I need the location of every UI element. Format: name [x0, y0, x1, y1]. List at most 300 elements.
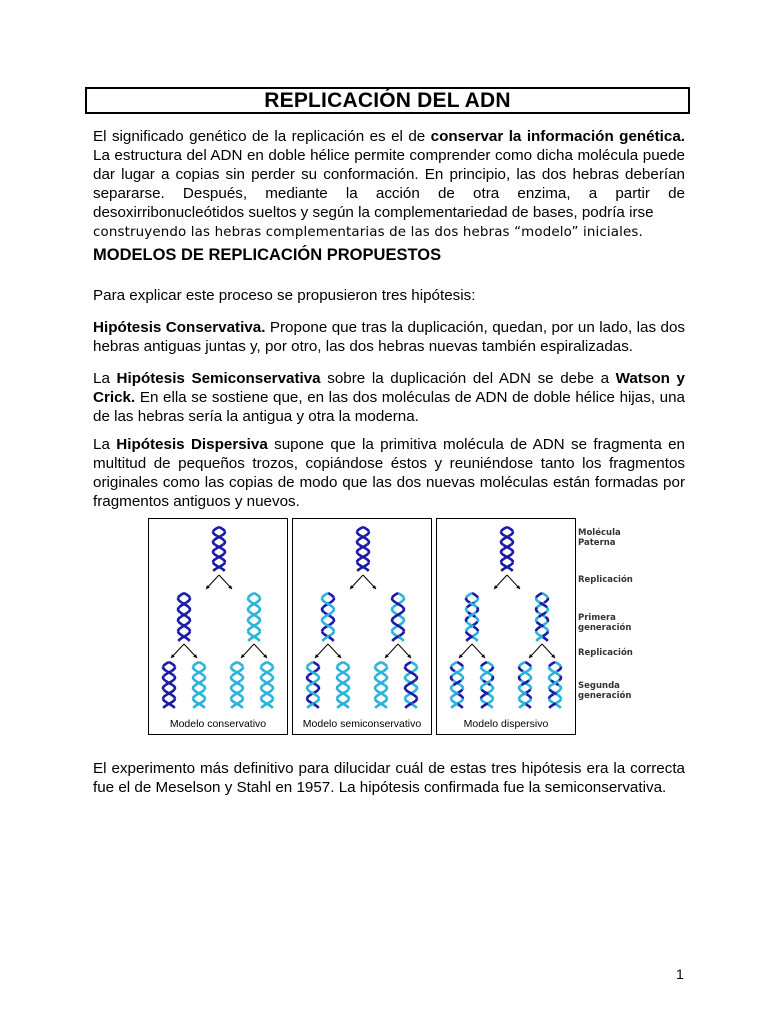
gen1-helix-right-strand-a	[392, 607, 394, 612]
gen2-helix-2-strand-a	[337, 699, 342, 704]
gen1-helix-left-strand-b	[322, 636, 328, 641]
gen2-helix-2-strand-a	[193, 694, 197, 699]
gen1-helix-right-strand-b	[399, 627, 403, 632]
gen2-helix-4-strand-a	[411, 662, 417, 667]
gen1-helix-right-strand-a	[536, 627, 540, 632]
semiconservative-paragraph	[93, 369, 685, 426]
gen1-helix-right-strand-b	[399, 631, 404, 636]
gen2-helix-4-strand-b	[412, 699, 417, 704]
gen1-helix-right-strand-b	[536, 598, 540, 603]
gen2-helix-3-strand-a	[239, 667, 243, 672]
parent-helix-strand-b	[213, 531, 217, 535]
gen2-helix-2-strand-b	[193, 667, 197, 672]
gen2-helix-2-strand-b	[337, 662, 343, 667]
gen1-helix-right-strand-b	[543, 627, 547, 632]
gen1-helix-left-strand-a	[184, 593, 190, 598]
gen2-helix-4-strand-b	[549, 703, 555, 708]
semiconservative-mid: sobre la duplicación del ADN se debe a	[320, 370, 616, 387]
gen2-helix-1-strand-a	[313, 662, 319, 667]
gen1-helix-right-strand-b	[536, 636, 542, 641]
parent-helix-strand-a	[501, 540, 503, 544]
gen2-helix-2-strand-b	[203, 676, 205, 681]
gen2-helix-4	[405, 662, 417, 708]
gen1-helix-left-strand-a	[178, 631, 183, 636]
panel-caption-dispersive: Modelo dispersivo	[463, 718, 549, 730]
gen2-helix-2-strand-a	[481, 699, 486, 704]
gen2-helix-2-strand-b	[344, 699, 349, 704]
gen2-helix-2	[193, 662, 205, 708]
gen2-helix-4-strand-a	[267, 662, 273, 667]
gen2-helix-4-strand-b	[549, 667, 553, 672]
parent-helix-strand-a	[357, 540, 359, 544]
panel-caption-semiconservative: Modelo semiconservativo	[302, 718, 422, 730]
parent-helix	[357, 527, 369, 571]
parent-helix-strand-b	[220, 562, 225, 566]
semiconservative-diagram	[293, 519, 433, 736]
gen1-helix-right-strand-a	[398, 593, 404, 598]
gen1-helix-left-strand-b	[329, 631, 334, 636]
gen1-helix-right-strand-b	[255, 631, 260, 636]
gen2-helix-1-strand-a	[451, 676, 453, 681]
conservative-text: Propone que tras la duplicación, quedan, por un lado, las dos hebras antiguas juntas y, por otro, las dos hebras nuevas también espiralizadas.	[93, 319, 685, 355]
parent-helix-strand-b	[364, 562, 369, 566]
gen2-helix-1-strand-b	[307, 662, 313, 667]
conservative-paragraph	[93, 318, 685, 356]
gen1-helix-left-strand-a	[476, 617, 478, 622]
gen2-helix-3-strand-b	[519, 667, 523, 672]
gen2-helix-3-strand-b	[375, 667, 379, 672]
gen2-helix-3-strand-b	[519, 703, 525, 708]
gen2-helix-3-strand-b	[529, 676, 531, 681]
gen2-helix-3-strand-b	[231, 703, 237, 708]
gen2-helix-3-strand-a	[519, 694, 523, 699]
gen2-helix-1-strand-b	[314, 699, 319, 704]
gen2-helix-4-strand-b	[549, 662, 555, 667]
gen2-helix-4-strand-a	[261, 694, 265, 699]
gen1-helix-right-strand-a	[536, 631, 541, 636]
gen2-helix-3-strand-a	[237, 662, 243, 667]
gen2-helix-2-strand-b	[193, 662, 199, 667]
legend-parent: Molécula Paterna	[578, 528, 621, 548]
gen1-helix-right-strand-b	[392, 593, 398, 598]
gen2-helix-3-strand-b	[375, 703, 381, 708]
panel-caption-conservative: Modelo conservativo	[169, 718, 267, 730]
gen2-helix-2-strand-b	[481, 662, 487, 667]
gen1-helix-left-strand-a	[178, 607, 180, 612]
gen1-helix-left-strand-b	[466, 617, 468, 622]
gen2-helix-4-strand-b	[261, 703, 267, 708]
panel-conservative	[148, 518, 288, 735]
gen2-helix-4-strand-a	[555, 662, 561, 667]
gen2-helix-1-strand-b	[170, 699, 175, 704]
gen2-helix-1-strand-a	[169, 662, 175, 667]
gen2-helix-2-strand-a	[201, 667, 205, 672]
gen1-helix-right-strand-a	[248, 631, 253, 636]
semiconservative-heading: Hipótesis Semiconservativa	[116, 370, 321, 387]
parent-helix-strand-a	[357, 562, 362, 566]
gen1-helix-right-strand-a	[254, 593, 260, 598]
gen2-helix-4-strand-b	[271, 676, 273, 681]
gen2-helix-4-strand-b	[415, 676, 417, 681]
gen1-helix-left	[466, 593, 478, 641]
dispersive-pre: La	[93, 436, 117, 453]
gen2-helix-1-strand-b	[458, 694, 462, 699]
gen2-helix-2	[337, 662, 349, 708]
legend-first-gen: Primera generación	[578, 613, 632, 633]
gen2-helix-4-strand-a	[557, 667, 561, 672]
gen2-helix-4-strand-a	[405, 694, 409, 699]
parent-helix-strand-b	[511, 540, 513, 544]
gen2-helix-3-strand-a	[519, 699, 524, 704]
gen1-helix-right-strand-b	[392, 636, 398, 641]
gen2-helix-1-strand-a	[451, 699, 456, 704]
intro-last-line: construyendo las hebras complementarias de las dos hebras “modelo” iniciales.	[93, 225, 643, 240]
gen1-helix-right-strand-b	[402, 607, 404, 612]
gen1-helix-left-strand-a	[466, 627, 470, 632]
parent-helix	[501, 527, 513, 571]
gen2-helix-1-strand-a	[307, 699, 312, 704]
parent-helix-strand-b	[357, 531, 361, 535]
gen2-helix-4-strand-b	[556, 699, 561, 704]
gen2-helix-4-strand-a	[413, 667, 417, 672]
gen2-helix-2-strand-b	[200, 699, 205, 704]
gen2-helix-3-strand-b	[526, 699, 531, 704]
gen2-helix-1-strand-a	[163, 699, 168, 704]
gen1-helix-left-strand-b	[332, 607, 334, 612]
gen2-helix-4-strand-b	[268, 699, 273, 704]
intro-paragraph	[93, 127, 685, 242]
gen2-helix-4-strand-b	[268, 694, 272, 699]
gen2-helix-3	[231, 662, 243, 708]
gen2-helix-4	[261, 662, 273, 708]
gen2-helix-1-strand-b	[173, 676, 175, 681]
parent-helix-strand-a	[363, 527, 369, 531]
gen2-helix-3-strand-a	[527, 667, 531, 672]
gen2-helix-2-strand-a	[481, 676, 483, 681]
gen1-helix-left-strand-a	[322, 627, 326, 632]
gen2-helix-3	[375, 662, 387, 708]
gen2-helix-3-strand-b	[526, 694, 530, 699]
gen2-helix-2-strand-a	[193, 676, 195, 681]
gen1-helix-left-strand-a	[186, 598, 190, 603]
gen2-helix-1-strand-a	[451, 694, 455, 699]
gen1-helix-left-strand-b	[185, 631, 190, 636]
gen1-helix-right	[248, 593, 260, 641]
gen2-helix-1-strand-b	[307, 703, 313, 708]
gen2-helix-3-strand-b	[241, 676, 243, 681]
gen1-helix-right-strand-b	[543, 631, 548, 636]
parent-helix-strand-a	[365, 531, 369, 535]
gen2-helix-1-strand-b	[314, 694, 318, 699]
gen2-helix-4-strand-b	[261, 662, 267, 667]
gen1-helix-right-strand-b	[248, 593, 254, 598]
gen1-helix-right	[536, 593, 548, 641]
parent-helix-strand-a	[501, 558, 505, 562]
gen2-helix-2-strand-b	[337, 703, 343, 708]
gen2-helix-3-strand-a	[383, 667, 387, 672]
gen2-helix-2-strand-b	[481, 667, 485, 672]
gen2-helix-3-strand-a	[525, 662, 531, 667]
gen1-helix-left-strand-b	[178, 617, 180, 622]
gen2-helix-2-strand-b	[193, 703, 199, 708]
semiconservative-text: En ella se sostiene que, en las dos moléculas de ADN de doble hélice hijas, una de las hebras sería la antigua y otra la moderna.	[93, 389, 685, 425]
gen1-helix-right-strand-b	[536, 593, 542, 598]
gen2-helix-2-strand-b	[488, 694, 492, 699]
semiconservative-pre: La	[93, 370, 117, 387]
parent-helix-strand-b	[223, 540, 225, 544]
dispersive-text: supone que la primitiva molécula de ADN se fragmenta en multitud de pequeños trozos, copiándose éstos y reuniéndose tanto los fragmentos originales como las copias de modo que las dos nuevas moléculas están formadas por fragmentos antiguos y nuevos.	[93, 436, 686, 510]
dispersive-diagram	[437, 519, 577, 736]
gen2-helix-4-strand-b	[261, 667, 265, 672]
gen2-helix-4-strand-b	[405, 662, 411, 667]
gen2-helix-1-strand-b	[451, 703, 457, 708]
gen2-helix-1	[163, 662, 175, 708]
gen2-helix-3-strand-b	[231, 667, 235, 672]
gen1-helix-right-strand-a	[544, 598, 548, 603]
parent-helix-strand-b	[213, 567, 219, 571]
gen2-helix-1-strand-a	[307, 676, 309, 681]
conservative-heading: Hipótesis Conservativa.	[93, 319, 266, 336]
parent-helix-strand-b	[508, 562, 513, 566]
parent-helix	[213, 527, 225, 571]
parent-helix-strand-b	[367, 540, 369, 544]
gen2-helix-4-strand-b	[412, 694, 416, 699]
gen2-helix-2-strand-a	[481, 694, 485, 699]
gen1-helix-left-strand-b	[466, 593, 472, 598]
gen2-helix-2-strand-b	[488, 699, 493, 704]
intro-bold: conservar la información genética.	[430, 128, 685, 145]
gen1-helix-right	[392, 593, 404, 641]
gen2-helix-2-strand-a	[337, 676, 339, 681]
parent-helix-strand-b	[357, 567, 363, 571]
gen1-helix-left-strand-b	[178, 593, 184, 598]
gen2-helix-4	[549, 662, 561, 708]
gen2-helix-3-strand-a	[231, 699, 236, 704]
gen2-helix-2-strand-b	[347, 676, 349, 681]
gen1-helix-right-strand-a	[392, 631, 397, 636]
gen1-helix-left-strand-b	[473, 627, 477, 632]
gen1-helix-left-strand-a	[332, 617, 334, 622]
panel-dispersive	[436, 518, 576, 735]
gen1-helix-left	[322, 593, 334, 641]
gen2-helix-2-strand-b	[337, 667, 341, 672]
gen1-helix-left-strand-a	[178, 627, 182, 632]
gen2-helix-1	[451, 662, 463, 708]
gen2-helix-2-strand-b	[200, 694, 204, 699]
hypotheses-intro: Para explicar este proceso se propusieron tres hipótesis:	[93, 287, 476, 304]
parent-helix-strand-a	[213, 562, 218, 566]
gen2-helix-1-strand-a	[459, 667, 463, 672]
parent-helix-strand-b	[364, 558, 368, 562]
gen1-helix-right-strand-b	[536, 617, 538, 622]
gen2-helix-4-strand-a	[405, 699, 410, 704]
parent-helix-strand-b	[213, 527, 219, 531]
gen2-helix-4-strand-b	[556, 694, 560, 699]
gen1-helix-left-strand-b	[178, 636, 184, 641]
gen1-helix-left-strand-b	[473, 631, 478, 636]
gen2-helix-4-strand-b	[559, 676, 561, 681]
gen1-helix-left-strand-a	[330, 598, 334, 603]
gen2-helix-2-strand-a	[489, 667, 493, 672]
section-heading: MODELOS DE REPLICACIÓN PROPUESTOS	[93, 246, 442, 264]
gen1-helix-left-strand-a	[328, 593, 334, 598]
gen2-helix-1-strand-a	[457, 662, 463, 667]
gen1-helix-left-strand-a	[474, 598, 478, 603]
title-box	[85, 87, 690, 114]
watson-crick: Watson y Crick.	[93, 370, 685, 406]
gen2-helix-2-strand-a	[343, 662, 349, 667]
gen2-helix-1-strand-b	[451, 667, 455, 672]
gen1-helix-left-strand-b	[322, 617, 324, 622]
parent-helix-strand-a	[213, 540, 215, 544]
parent-helix-strand-b	[357, 527, 363, 531]
gen2-helix-1-strand-b	[163, 703, 169, 708]
parent-helix-strand-a	[509, 531, 513, 535]
page-number: 1	[676, 966, 684, 982]
gen2-helix-4-strand-a	[269, 667, 273, 672]
gen2-helix-1-strand-b	[307, 667, 311, 672]
gen2-helix-4-strand-a	[261, 699, 266, 704]
parent-helix-strand-b	[508, 558, 512, 562]
gen1-helix-right-strand-b	[392, 617, 394, 622]
gen2-helix-2-strand-a	[193, 699, 198, 704]
gen1-helix-right-strand-b	[258, 607, 260, 612]
gen2-helix-3-strand-b	[375, 662, 381, 667]
gen1-helix-right-strand-a	[392, 627, 396, 632]
gen2-helix-3-strand-b	[238, 694, 242, 699]
gen2-helix-3-strand-b	[519, 662, 525, 667]
intro-text: El significado genético de la replicación es el de	[93, 128, 431, 145]
gen1-helix-left-strand-a	[466, 631, 471, 636]
gen1-helix-left-strand-a	[188, 617, 190, 622]
gen1-helix-left-strand-b	[329, 627, 333, 632]
gen1-helix-left-strand-b	[466, 598, 470, 603]
gen1-helix-right-strand-b	[392, 598, 396, 603]
gen1-helix-left-strand-b	[178, 598, 182, 603]
gen2-helix-1-strand-a	[163, 676, 165, 681]
gen1-helix-right-strand-b	[255, 627, 259, 632]
gen2-helix-1-strand-a	[171, 667, 175, 672]
gen1-helix-left	[178, 593, 190, 641]
gen2-helix-4-strand-a	[549, 676, 551, 681]
gen2-helix-3-strand-b	[231, 662, 237, 667]
gen1-helix-right-strand-a	[402, 617, 404, 622]
legend-replication-1: Replicación	[578, 575, 633, 585]
gen1-helix-right-strand-a	[248, 627, 252, 632]
gen1-helix-right-strand-a	[258, 617, 260, 622]
gen2-helix-1-strand-b	[451, 662, 457, 667]
gen1-helix-left-strand-b	[188, 607, 190, 612]
gen2-helix-2-strand-a	[487, 662, 493, 667]
dispersive-paragraph	[93, 435, 685, 511]
gen2-helix-4-strand-a	[261, 676, 263, 681]
gen2-helix-4-strand-b	[405, 703, 411, 708]
gen1-helix-right-strand-b	[248, 598, 252, 603]
gen1-helix-right-strand-a	[256, 598, 260, 603]
gen2-helix-4-strand-b	[405, 667, 409, 672]
parent-helix-strand-b	[501, 531, 505, 535]
gen1-helix-left-strand-a	[322, 607, 324, 612]
gen1-helix-right-strand-a	[536, 607, 538, 612]
parent-helix-strand-b	[501, 567, 507, 571]
gen2-helix-3-strand-b	[382, 694, 386, 699]
gen1-helix-right-strand-a	[400, 598, 404, 603]
gen2-helix-1-strand-b	[163, 667, 167, 672]
legend-replication-2: Replicación	[578, 648, 633, 658]
gen2-helix-1-strand-b	[317, 676, 319, 681]
gen2-helix-3-strand-a	[519, 676, 521, 681]
gen2-helix-3-strand-b	[385, 676, 387, 681]
gen2-helix-3-strand-a	[231, 694, 235, 699]
gen2-helix-2-strand-a	[337, 694, 341, 699]
parent-helix-strand-a	[507, 527, 513, 531]
panel-semiconservative	[292, 518, 432, 735]
conclusion-paragraph: El experimento más definitivo para dilucidar cuál de estas tres hipótesis era la correcta fue el de Meselson y Stahl en 1957. La hipótesis confirmada fue la semiconservativa.	[93, 760, 685, 796]
page-title: REPLICACIÓN DEL ADN	[264, 88, 511, 112]
replication-models-figure	[148, 518, 633, 740]
gen2-helix-2-strand-b	[344, 694, 348, 699]
gen2-helix-3-strand-a	[381, 662, 387, 667]
parent-helix-strand-b	[501, 527, 507, 531]
gen2-helix-3-strand-a	[375, 699, 380, 704]
gen1-helix-right-strand-b	[248, 636, 254, 641]
gen1-helix-left-strand-b	[322, 598, 326, 603]
gen2-helix-4-strand-a	[549, 699, 554, 704]
gen2-helix-2	[481, 662, 493, 708]
intro-text-cont: La estructura del ADN en doble hélice permite comprender como dicha molécula puede dar lugar a copias sin perder su conformación. En principio, las dos hebras deberían separarse. Después, mediante la acción de otra enzima, a partir de desoxirribonucleótidos sueltos y según la complementariedad de bases, podría irse	[93, 147, 685, 221]
gen2-helix-4-strand-a	[549, 694, 553, 699]
gen1-helix-left-strand-a	[466, 607, 468, 612]
gen2-helix-3	[519, 662, 531, 708]
gen1-helix-right-strand-a	[546, 617, 548, 622]
gen1-helix-left-strand-b	[185, 627, 189, 632]
gen2-helix-2-strand-b	[481, 703, 487, 708]
gen2-helix-3-strand-a	[231, 676, 233, 681]
gen2-helix-2-strand-a	[199, 662, 205, 667]
parent-helix-strand-a	[221, 531, 225, 535]
gen1-helix-left-strand-b	[322, 593, 328, 598]
gen2-helix-1-strand-b	[458, 699, 463, 704]
gen2-helix-3-strand-a	[375, 694, 379, 699]
gen2-helix-4-strand-a	[405, 676, 407, 681]
gen2-helix-1-strand-b	[163, 662, 169, 667]
gen1-helix-left-strand-b	[476, 607, 478, 612]
gen2-helix-1-strand-b	[170, 694, 174, 699]
gen1-helix-right-strand-b	[248, 617, 250, 622]
parent-helix-strand-a	[219, 527, 225, 531]
gen1-helix-right-strand-a	[248, 607, 250, 612]
legend-second-gen: Segunda generación	[578, 681, 632, 701]
parent-helix-strand-a	[501, 562, 506, 566]
gen2-helix-1-strand-a	[163, 694, 167, 699]
parent-helix-strand-a	[357, 558, 361, 562]
gen2-helix-3-strand-b	[382, 699, 387, 704]
parent-helix-strand-b	[220, 558, 224, 562]
gen1-helix-right-strand-b	[546, 607, 548, 612]
gen1-helix-left-strand-a	[322, 631, 327, 636]
conservative-diagram	[149, 519, 289, 736]
gen2-helix-3-strand-b	[238, 699, 243, 704]
gen2-helix-1-strand-b	[461, 676, 463, 681]
gen2-helix-3-strand-a	[375, 676, 377, 681]
gen2-helix-1	[307, 662, 319, 708]
gen2-helix-2-strand-b	[491, 676, 493, 681]
gen1-helix-left-strand-a	[472, 593, 478, 598]
gen1-helix-left-strand-b	[466, 636, 472, 641]
gen1-helix-right-strand-a	[542, 593, 548, 598]
gen2-helix-1-strand-a	[315, 667, 319, 672]
parent-helix-strand-a	[213, 558, 217, 562]
